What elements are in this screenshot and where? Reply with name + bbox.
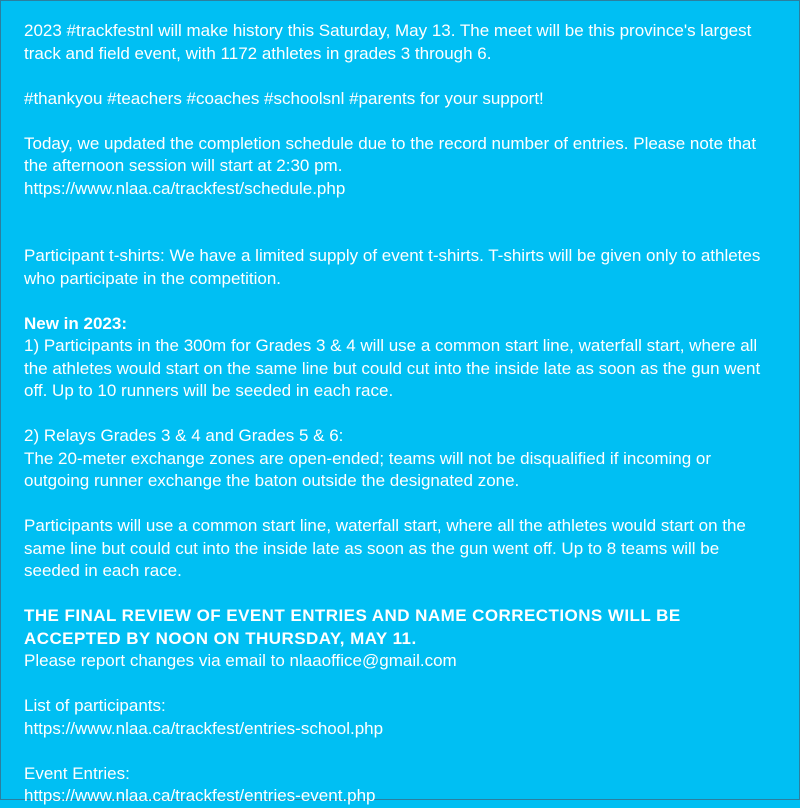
- entries-link[interactable]: https://www.nlaa.ca/trackfest/entries-event.php: [24, 786, 376, 805]
- tshirts-paragraph: Participant t-shirts: We have a limited supply of event t-shirts. T-shirts will be given only to athletes who participate in the competition.: [24, 246, 761, 288]
- report-changes: Please report changes via email to nlaaoffice@gmail.com: [24, 651, 457, 670]
- entries-label: Event Entries:: [24, 763, 130, 783]
- new-item-2-title: 2) Relays Grades 3 & 4 and Grades 5 & 6:: [24, 426, 344, 445]
- deadline-notice: THE FINAL REVIEW OF EVENT ENTRIES AND NAME CORRECTIONS WILL BE ACCEPTED BY NOON ON THURSDAY, MAY 11.: [24, 606, 681, 648]
- new-item-1: 1) Participants in the 300m for Grades 3 & 4 will use a common start line, waterfall start, where all the athletes would start on the same line but could cut into the inside late as soon as the gun went off. Up to 10 runners will be seeded in each race.: [24, 336, 761, 400]
- intro-paragraph: 2023 #trackfestnl will make history this Saturday, May 13. The meet will be this province's largest track and field event, with 1172 athletes in grades 3 through 6.: [24, 21, 752, 63]
- schedule-link[interactable]: https://www.nlaa.ca/trackfest/schedule.php: [24, 178, 346, 198]
- new-item-2-body: The 20-meter exchange zones are open-ended; teams will not be disqualified if incoming or outgoing runner exchange the baton outside the designated zone.: [24, 448, 712, 490]
- participants-label: List of participants:: [24, 696, 166, 715]
- common-start-paragraph: Participants will use a common start line, waterfall start, where all the athletes would start on the same line but could cut into the inside late as soon as the gun went off. Up to 8 teams will be seeded in each race.: [24, 516, 746, 580]
- new-heading: New in 2023:: [24, 313, 127, 333]
- schedule-note: Today, we updated the completion schedule due to the record number of entries. Please note that the afternoon session will start at 2:30 pm.: [24, 133, 757, 175]
- thanks-hashtags: #thankyou #teachers #coaches #schoolsnl #parents for your support!: [24, 88, 544, 108]
- participants-link[interactable]: https://www.nlaa.ca/trackfest/entries-school.php: [24, 718, 384, 738]
